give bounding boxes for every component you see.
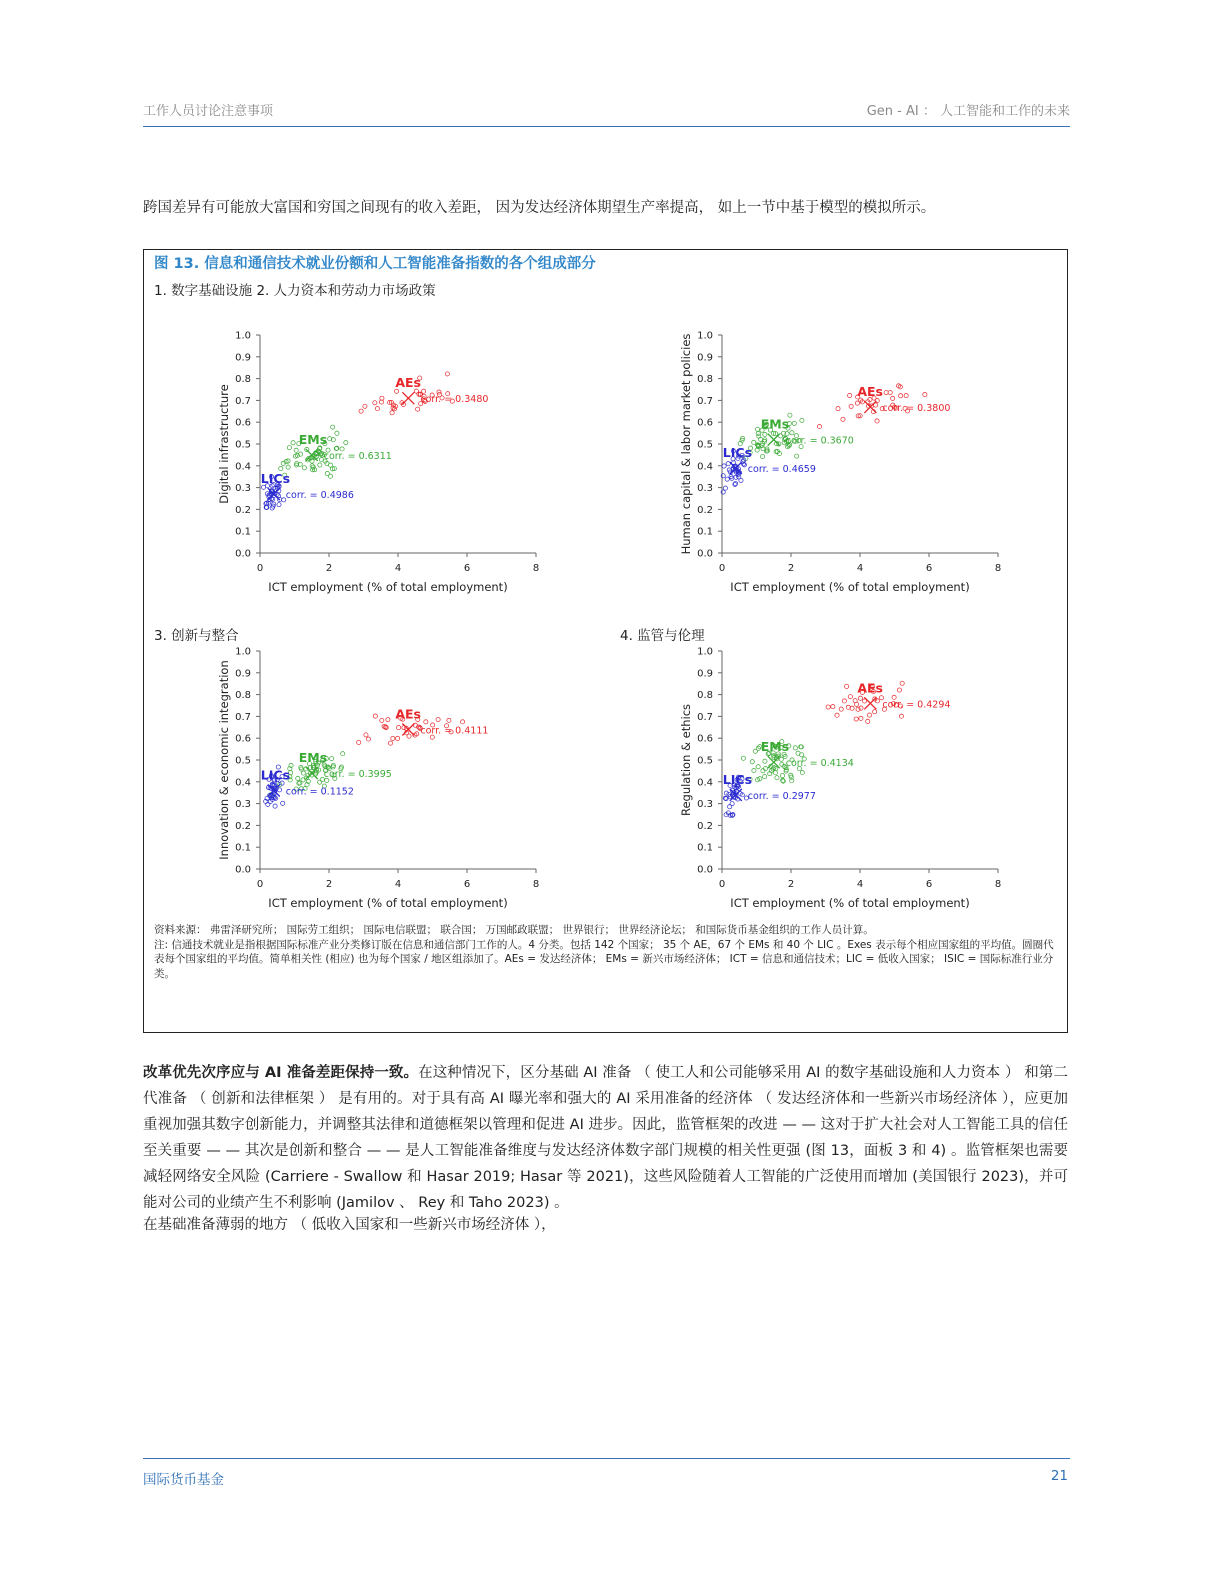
y-tick-label: 1.0	[235, 330, 251, 342]
x-tick-label: 4	[394, 563, 402, 574]
scatter-point-aes	[447, 718, 451, 722]
group-label: EMs	[760, 739, 790, 755]
scatter-point-aes	[884, 390, 888, 394]
group-label: AEs	[395, 375, 422, 391]
x-axis-label: ICT employment (% of total employment)	[730, 896, 970, 910]
scatter-point-aes	[831, 705, 835, 709]
y-tick-label: 0.3	[697, 483, 713, 495]
group-mean-marker	[864, 697, 876, 709]
scatter-point-aes	[873, 710, 877, 714]
x-tick-label: 2	[325, 879, 333, 890]
y-tick-label: 0.3	[697, 799, 713, 811]
y-tick-label: 0.7	[235, 711, 251, 723]
scatter-point-ems	[287, 446, 291, 450]
scatter-point-ems	[341, 752, 345, 756]
y-tick-label: 0.4	[235, 777, 251, 789]
scatter-point-ems	[762, 775, 766, 779]
group-label: EMs	[298, 750, 328, 766]
scatter-point-aes	[859, 716, 863, 720]
intro-paragraph: 跨国差异有可能放大富国和穷国之间现有的收入差距， 因为发达经济体期望生产率提高， 如上一节中基于模型的模拟所示。	[143, 200, 936, 216]
scatter-point-ems	[752, 440, 756, 444]
scatter-point-aes	[900, 681, 904, 685]
y-tick-label: 0.4	[235, 461, 251, 473]
scatter-point-ems	[795, 454, 799, 458]
group-label: LICs	[722, 444, 753, 460]
group-label: LICs	[260, 767, 291, 783]
x-tick-label: 0	[718, 563, 726, 574]
scatter-point-aes	[891, 396, 895, 400]
y-tick-label: 0.9	[235, 352, 251, 364]
scatter-point-aes	[386, 718, 390, 722]
x-tick-label: 6	[925, 879, 933, 890]
scatter-point-ems	[318, 463, 322, 467]
scatter-point-aes	[875, 419, 879, 423]
scatter-point-ems	[793, 746, 797, 750]
y-tick-label: 0.0	[235, 864, 251, 876]
body-text: 在这种情况下，区分基础 AI 准备 （ 使工人和公司能够采用 AI 的数字基础设施和人力资本 ） 和第二代准备 （ 创新和法律框架 ） 是有用的。对于具有高 AI 曝光率和强大的 AI 采用准备的经济体 （ 发达经济体和一些新兴市场经济体 ），应更加重视加强其数字创新能力，并调整其法律和道德框架以管理和促进 AI 进步。因此，监管框架的改进 — — 这对于扩大社会对人工智能工具的信任至关重要 — — 其次是创新和整合 — — 是人工智能准备维度与发达经济体数字部门规模的相关性更强 (图 13，面板 3 和 4) 。监管框架也需要减轻网络安全风险 (Carriere - Swallow 和 Hasar 2019; Hasar 等 2021)，这些风险随着人工智能的广泛使用而增加 (美国银行 2023)，并可能对公司的业绩产生不利影响 (Jamilov 、 Rey 和 Taho 2023) 。	[143, 1065, 1068, 1211]
scatter-point-ems	[750, 760, 754, 764]
scatter-point-ems	[755, 427, 759, 431]
correlation-label: corr. = 0.4134	[785, 758, 854, 770]
y-tick-label: 0.9	[697, 352, 713, 364]
scatter-point-ems	[800, 770, 804, 774]
chart-4	[679, 647, 1001, 911]
scatter-point-aes	[888, 390, 892, 394]
scatter-point-aes	[424, 720, 428, 724]
scatter-point-aes	[848, 695, 852, 699]
scatter-point-aes	[357, 740, 361, 744]
scatter-point-aes	[366, 737, 370, 741]
scatter-point-ems	[286, 465, 290, 469]
scatter-point-aes	[855, 401, 859, 405]
scatter-point-aes	[835, 713, 839, 717]
figure-notes	[154, 923, 1062, 981]
scatter-point-aes	[845, 684, 849, 688]
scatter-point-lics	[723, 486, 727, 490]
scatter-point-ems	[800, 418, 804, 422]
scatter-point-ems	[310, 464, 314, 468]
scatter-point-ems	[790, 431, 794, 435]
x-tick-label: 6	[463, 879, 471, 890]
x-tick-label: 0	[718, 879, 726, 890]
group-label: EMs	[760, 416, 790, 432]
correlation-label: corr. = 0.3995	[323, 769, 392, 781]
y-tick-label: 0.3	[235, 799, 251, 811]
x-axis-label: ICT employment (% of total employment)	[268, 580, 508, 594]
scatter-point-aes	[373, 714, 377, 718]
group-label: EMs	[298, 431, 328, 447]
y-tick-label: 0.5	[235, 439, 251, 451]
scatter-point-ems	[279, 466, 283, 470]
scatter-point-aes	[416, 407, 420, 411]
figure-title: 图 13. 信息和通信技术就业份额和人工智能准备指数的各个组成部分	[154, 256, 596, 272]
scatter-point-lics	[725, 477, 729, 481]
y-tick-label: 0.7	[697, 395, 713, 407]
scatter-point-aes	[396, 725, 400, 729]
y-axis-label: Human capital & labor market policies	[679, 333, 693, 555]
x-tick-label: 4	[856, 879, 864, 890]
chart-panel-3	[210, 641, 550, 916]
correlation-label: corr. = 0.3800	[882, 402, 951, 414]
footer-org: 国际货币基金	[143, 1472, 224, 1488]
x-tick-label: 4	[394, 879, 402, 890]
page-number: 21	[1050, 1468, 1068, 1484]
y-tick-label: 1.0	[697, 646, 713, 658]
scatter-point-ems	[344, 441, 348, 445]
scatter-point-aes	[391, 736, 395, 740]
scatter-point-aes	[904, 394, 908, 398]
body-paragraph	[143, 1060, 1068, 1216]
y-tick-label: 0.1	[235, 526, 251, 538]
scatter-point-aes	[359, 409, 363, 413]
y-tick-label: 0.0	[235, 548, 251, 560]
y-axis-label: Digital infrastructure	[217, 384, 231, 504]
scatter-point-aes	[373, 401, 377, 405]
y-tick-label: 0.4	[697, 777, 713, 789]
scatter-point-ems	[763, 432, 767, 436]
y-tick-label: 0.8	[235, 690, 251, 702]
y-tick-label: 0.2	[697, 504, 713, 516]
footer-divider	[143, 1458, 1070, 1459]
scatter-point-aes	[817, 424, 821, 428]
scatter-point-aes	[445, 372, 449, 376]
scatter-point-aes	[461, 720, 465, 724]
scatter-point-ems	[753, 749, 757, 753]
scatter-point-aes	[854, 717, 858, 721]
x-tick-label: 2	[787, 879, 795, 890]
x-tick-label: 8	[994, 879, 1002, 890]
group-label: LICs	[722, 771, 753, 787]
running-header-left: 工作人员讨论注意事项	[143, 104, 274, 119]
chart-panel-1	[210, 325, 550, 600]
figure-note: 注: 信通技术就业是指根据国际标准产业分类修订版在信息和通信部门工作的人。4 分类。包括 142 个国家； 35 个 AE，67 个 EMs 和 40 个 LIC 。Exes 表示每个相应国家组的平均值。圆圈代表每个国家组的平均值。简单相关性 (相应) 也为每个国家 / 地区组添加了。AEs = 发达经济体； EMs = 新兴市场经济体； ICT = 信息和通信技术；LIC = 低收入国家； ISIC = 国际标准行业分类。	[154, 938, 1054, 980]
chart-panel-4	[672, 641, 1012, 916]
x-axis-label: ICT employment (% of total employment)	[730, 580, 970, 594]
scatter-point-aes	[390, 411, 394, 415]
scatter-point-ems	[756, 765, 760, 769]
scatter-point-aes	[436, 717, 440, 721]
y-tick-label: 0.1	[697, 842, 713, 854]
y-tick-label: 0.8	[235, 374, 251, 386]
scatter-point-aes	[849, 404, 853, 408]
scatter-point-aes	[842, 699, 846, 703]
y-tick-label: 0.0	[697, 864, 713, 876]
scatter-point-aes	[848, 393, 852, 397]
y-tick-label: 0.0	[697, 548, 713, 560]
scatter-point-ems	[792, 421, 796, 425]
y-tick-label: 0.6	[697, 733, 713, 745]
group-mean-marker	[402, 392, 414, 404]
x-tick-label: 0	[256, 563, 264, 574]
x-tick-label: 6	[925, 563, 933, 574]
scatter-point-lics	[739, 478, 743, 482]
running-header-right: Gen - AI ： 人工智能和工作的未来	[866, 104, 1070, 119]
scatter-point-ems	[780, 774, 784, 778]
scatter-point-aes	[375, 406, 379, 410]
x-tick-label: 6	[463, 563, 471, 574]
correlation-label: corr. = 0.6311	[323, 450, 392, 462]
figure-source-note: 资料来源： 弗雷泽研究所； 国际劳工组织； 国际电信联盟； 联合国； 万国邮政联盟； 世界银行； 世界经济论坛； 和国际货币基金组织的工作人员计算。	[154, 924, 874, 936]
x-tick-label: 8	[532, 879, 540, 890]
scatter-point-lics	[266, 802, 270, 806]
scatter-point-aes	[826, 705, 830, 709]
scatter-point-aes	[866, 719, 870, 723]
scatter-point-ems	[301, 771, 305, 775]
y-tick-label: 0.9	[697, 668, 713, 680]
scatter-point-ems	[318, 780, 322, 784]
x-tick-label: 8	[532, 563, 540, 574]
scatter-point-lics	[273, 804, 277, 808]
scatter-point-ems	[296, 776, 300, 780]
y-tick-label: 0.7	[235, 395, 251, 407]
y-tick-label: 1.0	[235, 646, 251, 658]
correlation-label: corr. = 0.2977	[747, 790, 816, 802]
y-tick-label: 0.9	[235, 668, 251, 680]
scatter-point-aes	[363, 404, 367, 408]
scatter-point-ems	[302, 466, 306, 470]
scatter-point-ems	[796, 751, 800, 755]
group-label: AEs	[857, 680, 884, 696]
scatter-point-lics	[281, 801, 285, 805]
scatter-point-aes	[867, 713, 871, 717]
figure-subtitle-panel-4: 4. 监管与伦理	[620, 628, 705, 644]
y-tick-label: 0.5	[235, 755, 251, 767]
y-tick-label: 0.2	[697, 820, 713, 832]
scatter-point-aes	[388, 741, 392, 745]
correlation-label: corr. = 0.4111	[420, 725, 489, 737]
body-last-line: 在基础准备薄弱的地方 （ 低收入国家和一些新兴市场经济体 ），	[143, 1217, 556, 1233]
y-tick-label: 0.2	[235, 820, 251, 832]
scatter-point-lics	[728, 805, 732, 809]
scatter-point-aes	[858, 696, 862, 700]
body-lead: 改革优先次序应与 AI 准备差距保持一致。	[143, 1065, 419, 1081]
group-label: AEs	[857, 383, 884, 399]
x-tick-label: 2	[787, 563, 795, 574]
scatter-point-ems	[335, 431, 339, 435]
x-tick-label: 4	[856, 563, 864, 574]
y-tick-label: 0.6	[235, 733, 251, 745]
y-axis-label: Regulation & ethics	[679, 703, 693, 817]
scatter-point-aes	[841, 417, 845, 421]
scatter-point-ems	[294, 448, 298, 452]
scatter-point-lics	[722, 464, 726, 468]
x-axis-label: ICT employment (% of total employment)	[268, 896, 508, 910]
figure-subtitle-panel-3: 3. 创新与整合	[154, 628, 239, 644]
scatter-point-aes	[899, 714, 903, 718]
y-tick-label: 1.0	[697, 330, 713, 342]
scatter-point-ems	[291, 441, 295, 445]
scatter-point-lics	[277, 503, 281, 507]
scatter-point-aes	[395, 736, 399, 740]
y-tick-label: 0.6	[697, 417, 713, 429]
chart-1	[217, 331, 539, 595]
scatter-point-aes	[899, 394, 903, 398]
scatter-point-ems	[328, 474, 332, 478]
scatter-point-aes	[923, 392, 927, 396]
scatter-point-aes	[407, 734, 411, 738]
scatter-point-aes	[839, 707, 843, 711]
y-tick-label: 0.2	[235, 504, 251, 516]
group-label: LICs	[260, 471, 291, 487]
y-tick-label: 0.1	[235, 842, 251, 854]
correlation-label: corr. = 0.4986	[285, 490, 354, 502]
y-tick-label: 0.7	[697, 711, 713, 723]
correlation-label: corr. = 0.4659	[747, 463, 816, 475]
scatter-point-ems	[775, 776, 779, 780]
scatter-point-aes	[380, 718, 384, 722]
x-tick-label: 0	[256, 879, 264, 890]
figure-subtitle-top: 1. 数字基础设施 2. 人力资本和劳动力市场政策	[154, 283, 436, 299]
scatter-point-aes	[364, 733, 368, 737]
y-tick-label: 0.8	[697, 374, 713, 386]
correlation-label: corr. = 0.3670	[785, 435, 854, 447]
y-tick-label: 0.4	[697, 461, 713, 473]
y-tick-label: 0.5	[697, 439, 713, 451]
scatter-point-aes	[855, 702, 859, 706]
y-tick-label: 0.5	[697, 755, 713, 767]
scatter-point-ems	[763, 759, 767, 763]
y-axis-label: Innovation & economic integration	[217, 660, 231, 860]
y-tick-label: 0.6	[235, 417, 251, 429]
scatter-point-aes	[836, 406, 840, 410]
chart-panel-2	[672, 325, 1012, 600]
scatter-point-ems	[741, 756, 745, 760]
scatter-point-ems	[752, 768, 756, 772]
x-tick-label: 2	[325, 563, 333, 574]
y-tick-label: 0.3	[235, 483, 251, 495]
correlation-label: corr. = 0.4294	[882, 699, 951, 711]
scatter-point-ems	[760, 454, 764, 458]
header-divider	[143, 126, 1070, 127]
correlation-label: corr. = 0.1152	[285, 786, 354, 798]
chart-3	[217, 647, 539, 911]
x-tick-label: 8	[994, 563, 1002, 574]
group-label: AEs	[395, 706, 422, 722]
y-tick-label: 0.1	[697, 526, 713, 538]
scatter-point-ems	[331, 425, 335, 429]
scatter-point-ems	[330, 757, 334, 761]
scatter-point-aes	[897, 688, 901, 692]
y-tick-label: 0.8	[697, 690, 713, 702]
chart-2	[679, 331, 1001, 595]
correlation-label: corr. = 0.3480	[420, 394, 489, 406]
